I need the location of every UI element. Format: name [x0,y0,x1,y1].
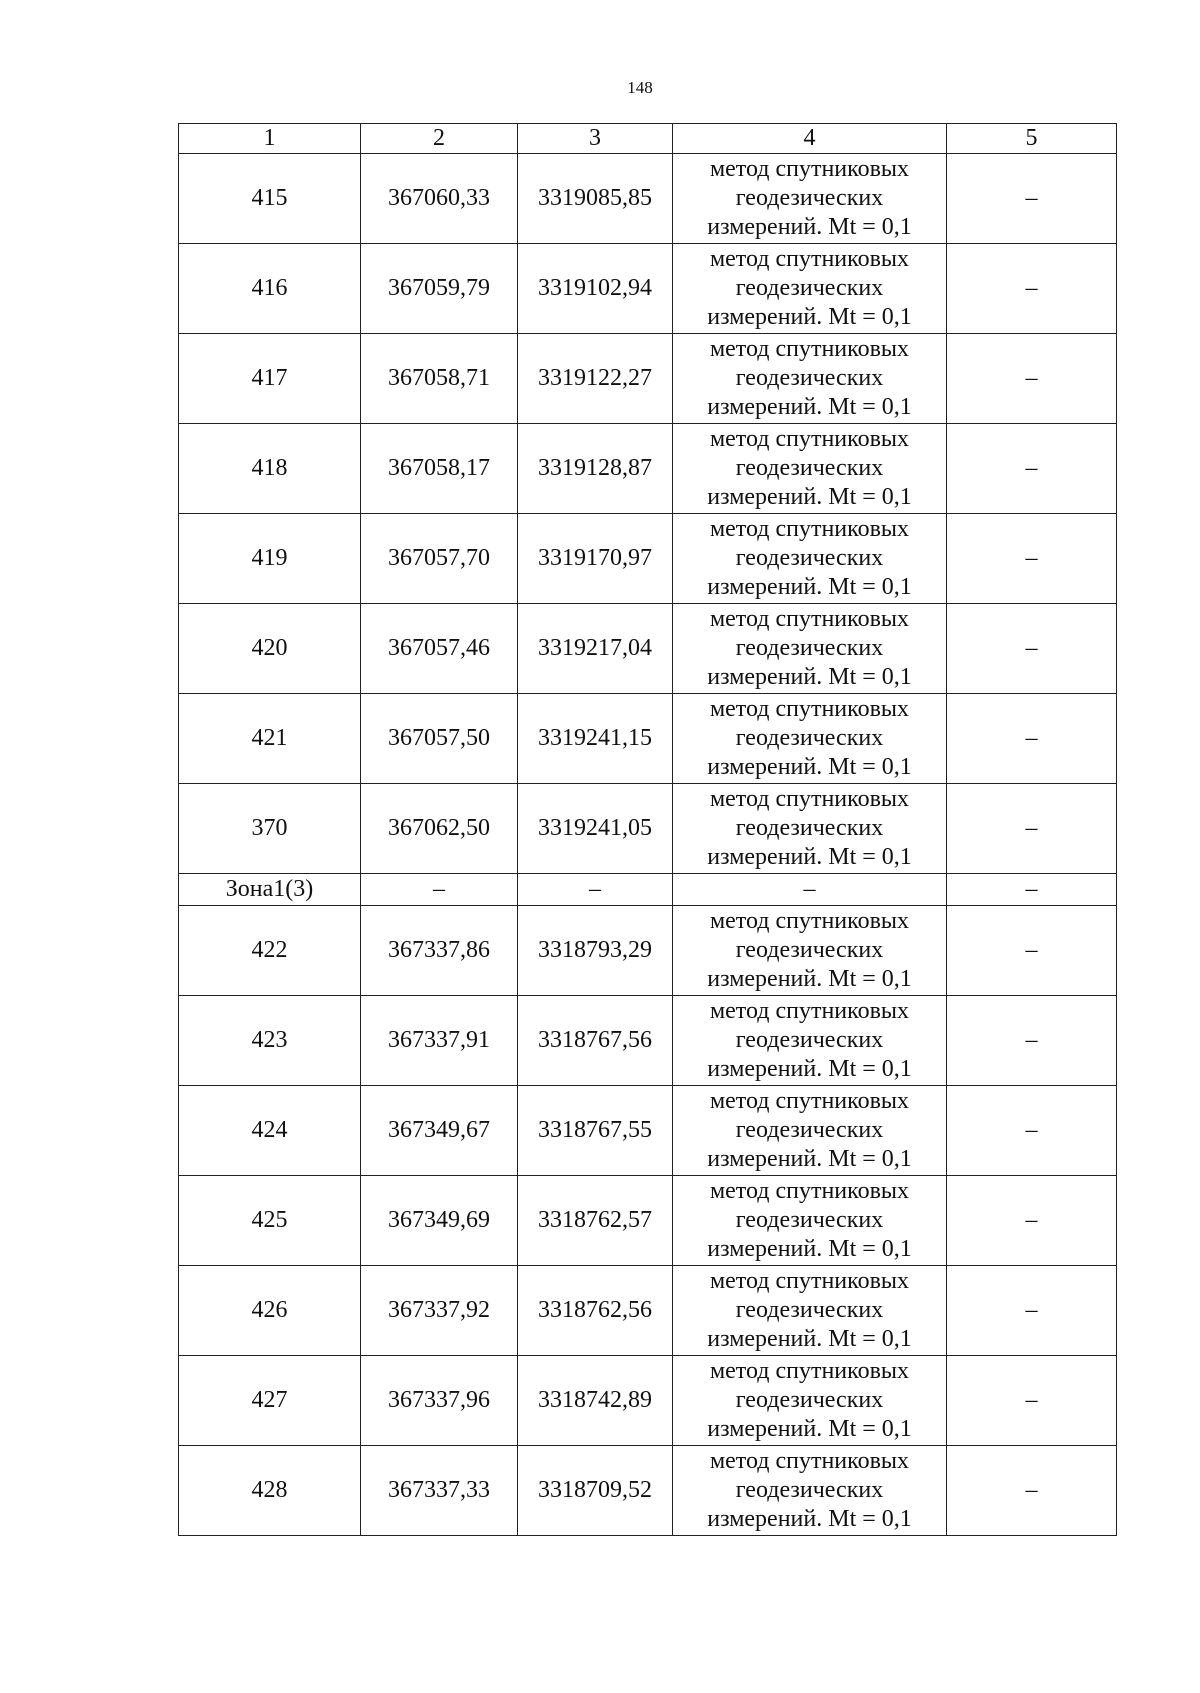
x-coordinate-cell: 367058,17 [361,424,518,514]
method-line: метод спутниковых [709,426,910,452]
y-coordinate-cell: 3318793,29 [518,906,673,996]
method-line: измерений. Mt = 0,1 [707,1416,912,1442]
method-line: геодезических [735,1477,884,1503]
method-line: метод спутниковых [709,156,910,182]
y-coordinate-cell: 3319170,97 [518,514,673,604]
table-row [179,514,1117,604]
table-row [179,784,1117,874]
x-coordinate-cell: 367337,86 [361,906,518,996]
y-coordinate-cell: 3318742,89 [518,1356,673,1446]
table-row [179,1356,1117,1446]
method-line: геодезических [735,1117,884,1143]
y-coordinate-cell: 3318767,55 [518,1086,673,1176]
x-coordinate-cell: 367337,92 [361,1266,518,1356]
method-line: измерений. Mt = 0,1 [707,844,912,870]
point-number-cell: 419 [179,514,361,604]
method-line: измерений. Mt = 0,1 [707,214,912,240]
method-line: геодезических [735,1387,884,1413]
method-line: метод спутниковых [709,786,910,812]
y-coordinate-cell: 3318767,56 [518,996,673,1086]
method-line: геодезических [735,815,884,841]
x-coordinate-cell: 367349,67 [361,1086,518,1176]
column-header-4: 4 [673,124,947,154]
method-line: измерений. Mt = 0,1 [707,1326,912,1352]
method-line: метод спутниковых [709,246,910,272]
method-line: измерений. Mt = 0,1 [707,574,912,600]
method-cell [673,996,947,1086]
method-line: измерений. Mt = 0,1 [707,754,912,780]
y-coordinate-cell: 3319241,05 [518,784,673,874]
note-cell: – [947,1176,1117,1266]
note-cell: – [947,1356,1117,1446]
table-row [179,154,1117,244]
column-header-1: 1 [179,124,361,154]
method-line: измерений. Mt = 0,1 [707,1146,912,1172]
point-number-cell: 421 [179,694,361,784]
table-row [179,604,1117,694]
method-cell [673,874,947,906]
point-number-cell: 370 [179,784,361,874]
y-coordinate-cell: 3318762,56 [518,1266,673,1356]
point-number-cell: 418 [179,424,361,514]
method-line: измерений. Mt = 0,1 [707,484,912,510]
note-cell: – [947,334,1117,424]
method-cell [673,514,947,604]
method-line: метод спутниковых [709,336,910,362]
x-coordinate-cell: 367337,91 [361,996,518,1086]
method-line: метод спутниковых [709,606,910,632]
method-cell [673,424,947,514]
method-cell [673,906,947,996]
note-cell: – [947,514,1117,604]
method-cell [673,1266,947,1356]
y-coordinate-cell: 3318762,57 [518,1176,673,1266]
table-row [179,996,1117,1086]
method-line: метод спутниковых [709,998,910,1024]
y-coordinate-cell: 3319122,27 [518,334,673,424]
method-cell [673,1446,947,1536]
method-line: метод спутниковых [709,1268,910,1294]
method-cell [673,1086,947,1176]
method-line: метод спутниковых [709,1448,910,1474]
note-cell: – [947,244,1117,334]
method-cell [673,154,947,244]
table-row [179,244,1117,334]
method-line: геодезических [735,1027,884,1053]
point-number-cell: 417 [179,334,361,424]
point-number-cell: Зона1(3) [179,874,361,906]
table-row [179,1086,1117,1176]
point-number-cell: 422 [179,906,361,996]
method-line: измерений. Mt = 0,1 [707,394,912,420]
note-cell: – [947,694,1117,784]
y-coordinate-cell: 3318709,52 [518,1446,673,1536]
x-coordinate-cell: 367057,46 [361,604,518,694]
column-header-3: 3 [518,124,673,154]
x-coordinate-cell: 367059,79 [361,244,518,334]
point-number-cell: 425 [179,1176,361,1266]
method-line: метод спутниковых [709,1088,910,1114]
note-cell: – [947,874,1117,906]
note-cell: – [947,996,1117,1086]
table-row [179,1176,1117,1266]
table-row [179,1446,1117,1536]
method-line: геодезических [735,365,884,391]
note-cell: – [947,604,1117,694]
x-coordinate-cell: 367060,33 [361,154,518,244]
column-header-2: 2 [361,124,518,154]
y-coordinate-cell: 3319085,85 [518,154,673,244]
method-line: геодезических [735,185,884,211]
point-number-cell: 427 [179,1356,361,1446]
table-body [179,124,1117,1536]
note-cell: – [947,1266,1117,1356]
method-cell [673,334,947,424]
note-cell: – [947,784,1117,874]
method-line: измерений. Mt = 0,1 [707,664,912,690]
method-line: геодезических [735,725,884,751]
note-cell: – [947,1446,1117,1536]
y-coordinate-cell: – [518,874,673,906]
x-coordinate-cell: 367057,50 [361,694,518,784]
method-line: геодезических [735,937,884,963]
point-number-cell: 424 [179,1086,361,1176]
method-line: метод спутниковых [709,1358,910,1384]
method-line: геодезических [735,455,884,481]
x-coordinate-cell: 367337,33 [361,1446,518,1536]
x-coordinate-cell: 367062,50 [361,784,518,874]
method-line: геодезических [735,635,884,661]
method-line: метод спутниковых [709,908,910,934]
x-coordinate-cell: 367057,70 [361,514,518,604]
method-cell [673,694,947,784]
method-cell [673,244,947,334]
y-coordinate-cell: 3319217,04 [518,604,673,694]
point-number-cell: 426 [179,1266,361,1356]
method-line: геодезических [735,1297,884,1323]
method-line: метод спутниковых [709,516,910,542]
point-number-cell: 416 [179,244,361,334]
table-row [179,1266,1117,1356]
method-line: измерений. Mt = 0,1 [707,966,912,992]
table-row [179,694,1117,784]
method-cell [673,604,947,694]
point-number-cell: 420 [179,604,361,694]
y-coordinate-cell: 3319241,15 [518,694,673,784]
header-row [179,124,1117,154]
method-cell [673,1356,947,1446]
method-cell [673,784,947,874]
table-row [179,906,1117,996]
page-number: 148 [627,78,653,97]
method-line: геодезических [735,1207,884,1233]
x-coordinate-cell: – [361,874,518,906]
x-coordinate-cell: 367337,96 [361,1356,518,1446]
method-line: измерений. Mt = 0,1 [707,1056,912,1082]
x-coordinate-cell: 367058,71 [361,334,518,424]
method-line: измерений. Mt = 0,1 [707,1236,912,1262]
method-line: метод спутниковых [709,1178,910,1204]
table-row [179,424,1117,514]
method-cell [673,1176,947,1266]
method-line: измерений. Mt = 0,1 [707,1506,912,1532]
method-line: геодезических [735,275,884,301]
point-number-cell: 423 [179,996,361,1086]
column-header-5: 5 [947,124,1117,154]
point-number-cell: 428 [179,1446,361,1536]
zone-row [179,874,1117,906]
y-coordinate-cell: 3319102,94 [518,244,673,334]
point-number-cell: 415 [179,154,361,244]
method-line: измерений. Mt = 0,1 [707,304,912,330]
note-cell: – [947,154,1117,244]
coordinates-table [178,123,1117,1536]
method-line: – [803,876,816,902]
note-cell: – [947,424,1117,514]
note-cell: – [947,1086,1117,1176]
table-row [179,334,1117,424]
method-line: геодезических [735,545,884,571]
method-line: метод спутниковых [709,696,910,722]
note-cell: – [947,906,1117,996]
x-coordinate-cell: 367349,69 [361,1176,518,1266]
y-coordinate-cell: 3319128,87 [518,424,673,514]
